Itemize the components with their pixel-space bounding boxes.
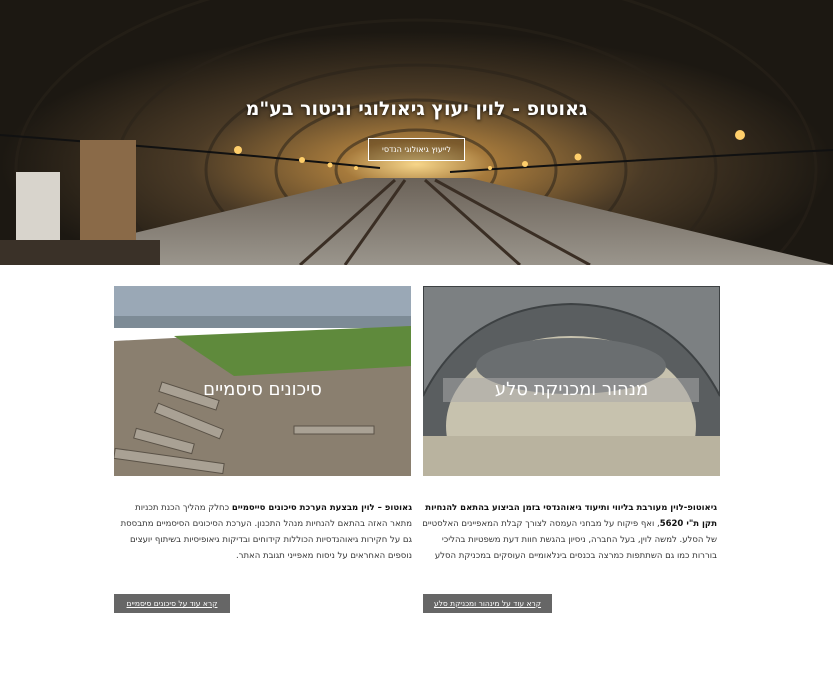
seismic-card-image[interactable]: [114, 286, 411, 476]
tunneling-description-rest: , ואף פיקוח על מבחני העמסה לצורך קבלת המאפיינים האלסטיים של הסלע. למשה לוין, בעל החברה, ניסיון בהגשת חוות דעת משפטיות בהליכי בוררות כמו גם השתתפות כמרצה בכנסים בינלאומיים העוסקים במכניקת הסלע: [422, 519, 717, 561]
hero-banner: [0, 0, 833, 265]
seismic-description-bold: גאוטופ – לוין מבצעת הערכת סיכונים סייסמיים: [231, 503, 412, 513]
seismic-description: [112, 500, 412, 564]
tunneling-description: [417, 500, 717, 564]
hero-title: גאוטופ - לוין יעוץ גיאולוגי וניטור בע"מ: [245, 98, 588, 120]
seismic-description-rest: כחלק מהליך הכנת תכניות מתאר האזה בהתאם להנחיות מנהל התכנון. הערכת הסיכונים הסיסמיים מתבססת גם על חקירות גיאוהנדסיות הכוללות קידוחים ובדיקות גיאופיסיות בשיתוף יועצים נוספים האחראים על ניסוח מאפייני תגובת האתר.: [120, 503, 412, 561]
tunneling-card-image[interactable]: [423, 286, 720, 476]
read-more-tunneling-button[interactable]: קרא עוד על מינהור ומכניקת סלע: [423, 594, 552, 613]
tunnel-image: [0, 0, 833, 265]
read-more-seismic-button[interactable]: קרא עוד על סיכונים סיסמיים: [114, 594, 230, 613]
tunneling-caption: מנהור ומכניקת סלע: [494, 379, 649, 400]
tunneling-description-bold: גיאוטופ-לוין מעורבת בליווי ותיעוד גיאוהנדסי בזמן הביצוע בהתאם להנחיות תקן ת"י 5620: [425, 503, 717, 529]
seismic-caption: סיכונים סיסמיים: [203, 379, 322, 400]
page-bottom: [0, 614, 833, 696]
geological-consulting-button[interactable]: לייעוץ גיאולוגי הנדסי: [368, 138, 465, 161]
